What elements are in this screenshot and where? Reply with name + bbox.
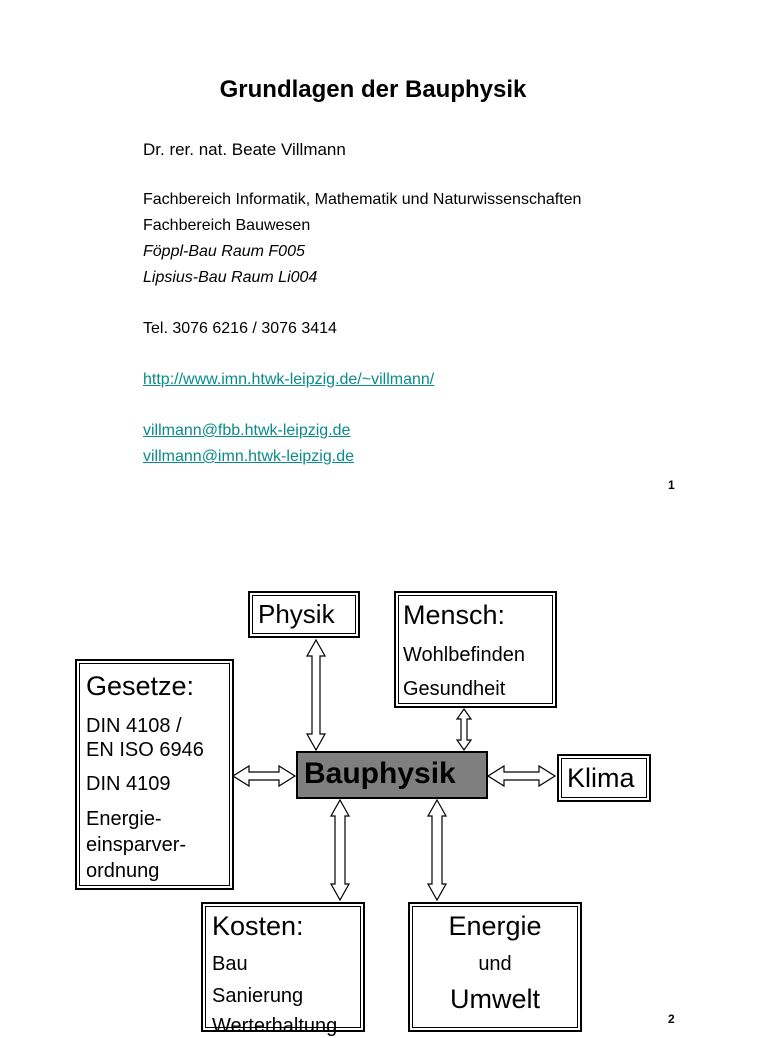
author-name: Dr. rer. nat. Beate Villmann: [143, 140, 346, 159]
department-informatik: Fachbereich Informatik, Mathematik und Naturwissenschaften: [143, 191, 582, 208]
phone-number: Tel. 3076 6216 / 3076 3414: [143, 320, 337, 337]
arrow-gesetze-bauphysik: [233, 766, 295, 786]
email-link-imn[interactable]: villmann@imn.htwk-leipzig.de: [143, 448, 354, 465]
klima-box: [557, 754, 651, 802]
gesetze-item: DIN 4109: [86, 773, 171, 795]
energie-bottom: Umwelt: [449, 984, 540, 1014]
mensch-box: [394, 591, 557, 708]
kosten-item: Bau: [212, 953, 248, 975]
kosten-item: Werterhaltung: [212, 1015, 338, 1037]
kosten-box: [201, 902, 365, 1037]
arrow-mensch-bauphysik: [457, 709, 471, 750]
room-foeppl: Föppl-Bau Raum F005: [143, 243, 305, 260]
kosten-title: Kosten:: [212, 911, 304, 941]
energie-title: Energie: [448, 911, 542, 941]
mensch-title: Mensch:: [403, 600, 506, 630]
arrow-physik-bauphysik: [307, 640, 325, 750]
gesetze-item: einsparver-: [86, 834, 187, 856]
email-link-fbb[interactable]: villmann@fbb.htwk-leipzig.de: [143, 422, 351, 439]
physik-label: Physik: [258, 599, 335, 629]
page-number: 2: [668, 1014, 675, 1024]
energie-middle: und: [478, 953, 512, 975]
klima-label: Klima: [567, 763, 635, 793]
arrow-bauphysik-klima: [488, 766, 555, 786]
arrow-bauphysik-energie: [428, 800, 446, 900]
arrow-bauphysik-kosten: [331, 800, 349, 900]
physik-box: [248, 591, 360, 638]
kosten-item: Sanierung: [212, 985, 304, 1007]
website-link[interactable]: http://www.imn.htwk-leipzig.de/~villmann/: [143, 371, 435, 388]
gesetze-item: ordnung: [86, 860, 160, 882]
gesetze-box: [75, 659, 234, 890]
gesetze-item: Energie-: [86, 808, 162, 830]
gesetze-item: EN ISO 6946: [86, 739, 204, 761]
mensch-item: Wohlbefinden: [403, 644, 525, 666]
page-number: 1: [668, 478, 675, 492]
page-title: Grundlagen der Bauphysik: [219, 76, 527, 103]
department-bauwesen: Fachbereich Bauwesen: [143, 217, 311, 234]
room-lipsius: Lipsius-Bau Raum Li004: [143, 269, 318, 286]
bauphysik-label: Bauphysik: [304, 757, 456, 790]
bauphysik-box: [296, 751, 488, 799]
gesetze-item: DIN 4108 /: [86, 715, 182, 737]
mensch-item: Gesundheit: [403, 678, 506, 700]
gesetze-title: Gesetze:: [86, 671, 195, 701]
energie-box: [408, 902, 582, 1032]
